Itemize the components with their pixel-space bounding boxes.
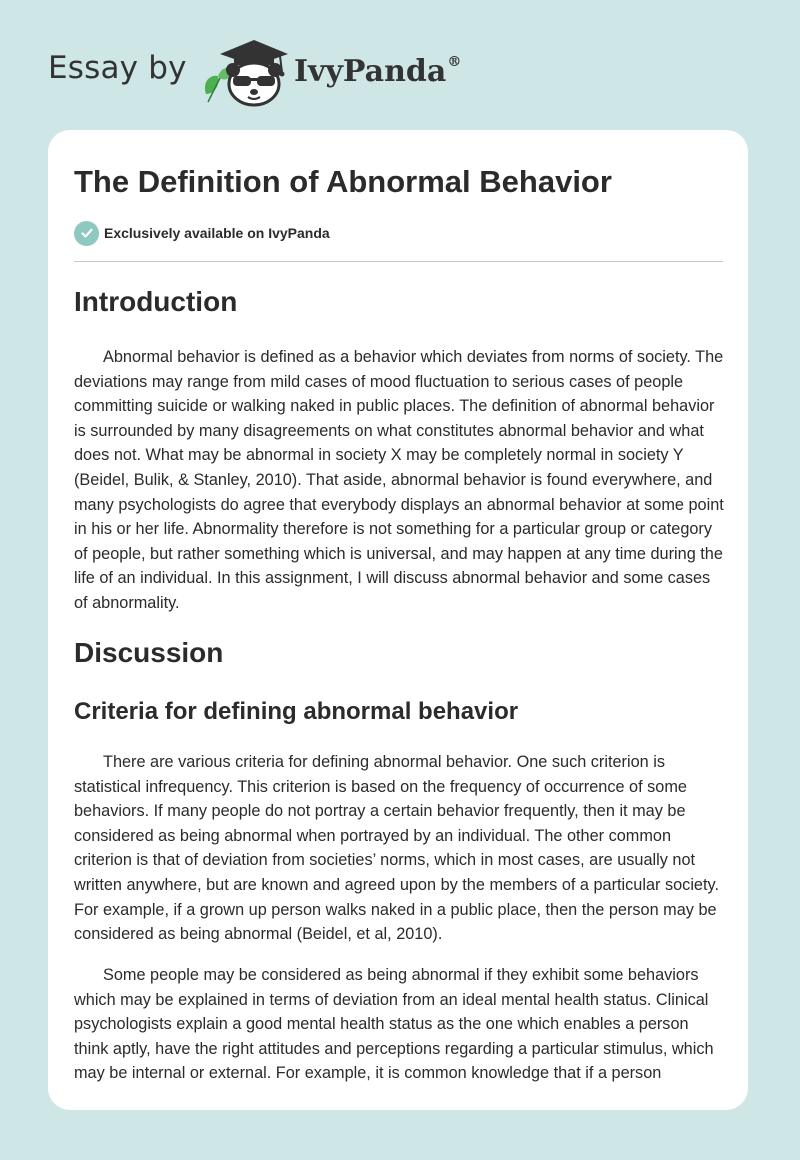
essay-by-label: Essay by (48, 50, 187, 86)
section-heading-discussion: Discussion (74, 637, 224, 668)
paragraph-criteria-1: There are various criteria for defining abnormal behavior. One such criterion is statistical infrequency. This criterion is based on the frequency of occurrence of some behaviors. If many people do not portray a certain behavior frequently, then it may be considered as being abnormal when portrayed by an individual. The other common criterion is that of deviation from societies’ norms, which in most cases, are usually not written anywhere, but are known and agreed upon by the members of a particular society. For example, if a grown up person walks naked in a public place, then the person may be considered as being abnormal (Beidel, et al, 2010). (74, 753, 719, 944)
subheading-criteria: Criteria for defining abnormal behavior (74, 698, 519, 725)
exclusive-badge (74, 220, 330, 246)
paragraph-criteria-2: Some people may be considered as being abnormal if they exhibit some behaviors which may be explained in terms of deviation from an ideal mental health status. Clinical psychologists explain a good mental health status as the one which enables a person think aptly, have the right attitudes and perceptions regarding a particular stimulus, which may be internal or external. For example, it is common knowledge that if a person (74, 966, 714, 1083)
section-heading-introduction: Introduction (74, 286, 238, 317)
paragraph-introduction: Abnormal behavior is defined as a behavior which deviates from norms of society. The deviations may range from mild cases of mood fluctuation to serious cases of people committing suicide or walking naked in public places. The definition of abnormal behavior is surrounded by many disagreements on what constitutes abnormal behavior and what does not. What may be abnormal in society X may be completely normal in society Y (Beidel, Bulik, & Stanley, 2010). That aside, abnormal behavior is found everywhere, and many psychologists do agree that everybody displays an abnormal behavior at some point in his or her life. Abnormality therefore is not something for a particular group or category of people, but rather something which is universal, and may happen at any time during the life of an individual. In this assignment, I will discuss abnormal behavior and some cases of abnormality. (74, 348, 724, 612)
title-divider (74, 261, 723, 262)
brand-name[interactable]: IvyPanda® (294, 54, 462, 89)
panda-logo-icon[interactable] (200, 36, 290, 108)
site-header (0, 0, 800, 130)
article-card (48, 130, 748, 1110)
check-icon (74, 221, 99, 246)
article-title: The Definition of Abnormal Behavior (74, 164, 612, 199)
exclusive-badge-label: Exclusively available on IvyPanda (104, 225, 330, 241)
registered-mark: ® (447, 54, 462, 70)
